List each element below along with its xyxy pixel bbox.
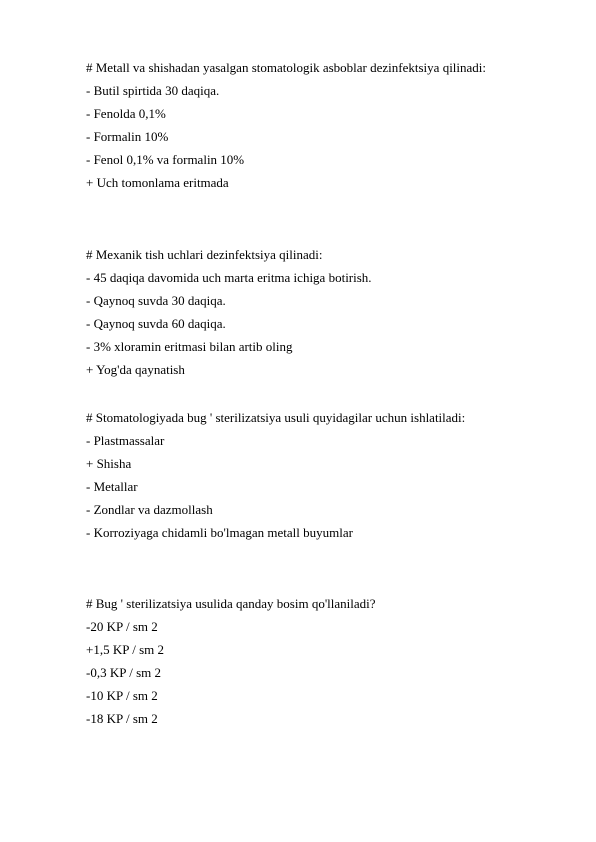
question-4-option-4: -10 KP / sm 2 xyxy=(86,688,158,703)
question-3-option-3: - Metallar xyxy=(86,479,138,494)
question-1-text: # Metall va shishadan yasalgan stomatologik asboblar dezinfektsiya qilinadi: xyxy=(86,60,487,75)
question-3-option-5: - Korroziyaga chidamli bo'lmagan metall buyumlar xyxy=(86,525,353,540)
question-3-option-4: - Zondlar va dazmollash xyxy=(86,502,213,517)
question-1-option-2: - Fenolda 0,1% xyxy=(86,106,166,121)
question-1-option-4: - Fenol 0,1% va formalin 10% xyxy=(86,152,245,167)
question-4-option-2: +1,5 KP / sm 2 xyxy=(86,642,164,657)
question-4-option-5: -18 KP / sm 2 xyxy=(86,711,158,726)
question-2-option-1: - 45 daqiqa davomida uch marta eritma ichiga botirish. xyxy=(86,270,372,285)
question-2-option-4: - 3% xloramin eritmasi bilan artib oling xyxy=(86,339,293,354)
question-1-option-1: - Butil spirtida 30 daqiqa. xyxy=(86,83,220,98)
question-4-text: # Bug ' sterilizatsiya usulida qanday bosim qo'llaniladi? xyxy=(86,596,376,611)
question-1-option-3: - Formalin 10% xyxy=(86,129,169,144)
question-3-text: # Stomatologiyada bug ' sterilizatsiya usuli quyidagilar uchun ishlatiladi: xyxy=(86,410,466,425)
question-3-option-2: + Shisha xyxy=(86,456,132,471)
question-4-option-1: -20 KP / sm 2 xyxy=(86,619,158,634)
question-2-option-5: + Yog'da qaynatish xyxy=(86,362,185,377)
question-2-option-2: - Qaynoq suvda 30 daqiqa. xyxy=(86,293,226,308)
question-2-option-3: - Qaynoq suvda 60 daqiqa. xyxy=(86,316,226,331)
question-4-option-3: -0,3 KP / sm 2 xyxy=(86,665,161,680)
question-3-option-1: - Plastmassalar xyxy=(86,433,165,448)
question-1-option-5: + Uch tomonlama eritmada xyxy=(86,175,229,190)
question-2-text: # Mexanik tish uchlari dezinfektsiya qilinadi: xyxy=(86,247,323,262)
